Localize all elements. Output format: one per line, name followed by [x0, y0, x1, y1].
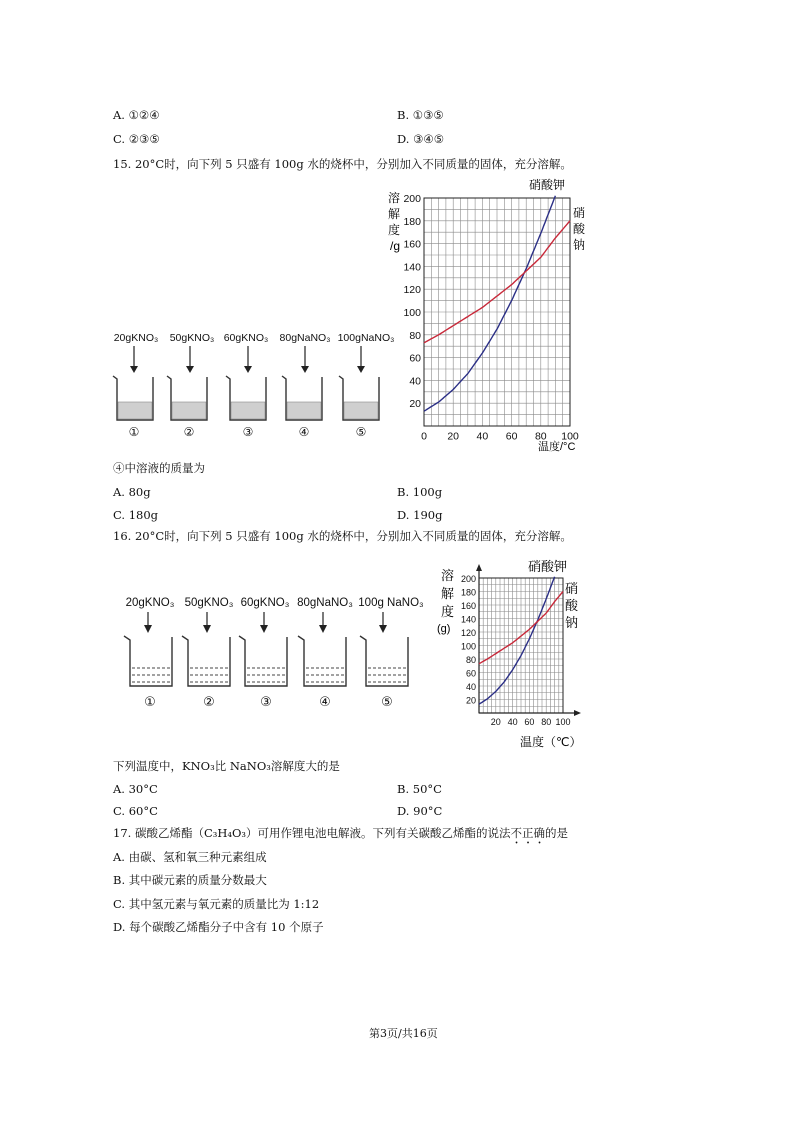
q17-option-c: C. 其中氢元素与氧元素的质量比为 1:12: [113, 897, 320, 911]
chart1-kno3-label: 硝酸钾: [529, 178, 566, 192]
chart1-xtick-label: 40: [476, 430, 489, 443]
q14-option-c: C. ②③⑤: [113, 132, 160, 146]
q16-beaker-number-4: ④: [319, 694, 331, 709]
q16-beaker-label-2: 50gKNO₃: [184, 597, 234, 609]
chart1-ylabel-2: 解: [388, 207, 401, 221]
page-footer: 第3页/共16页: [369, 1027, 438, 1040]
q15-beaker-label-4: 80gNaNO₃: [279, 332, 331, 344]
chart2-ylabel-1: 溶: [441, 568, 455, 583]
chart1-ytick-label: 40: [409, 375, 421, 388]
q16-beakers-figure: [118, 592, 428, 712]
q15-beaker-number-4: ④: [298, 425, 310, 439]
q16-beaker-number-2: ②: [203, 694, 215, 709]
q16-beaker-number-1: ①: [144, 694, 156, 709]
chart2-kno3-label: 硝酸钾: [528, 559, 568, 574]
q15-beaker-number-2: ②: [183, 425, 195, 439]
chart1-ylabel-1: 溶: [388, 191, 401, 205]
chart1-ytick-label: 140: [403, 261, 421, 274]
q15-beaker-label-2: 50gKNO₃: [169, 332, 215, 344]
chart2-ytick-label: 80: [465, 655, 476, 665]
chart1-xlabel: 温度/°C: [538, 441, 576, 453]
chart2-ytick-label: 160: [460, 601, 476, 611]
chart1-ytick-label: 180: [403, 215, 421, 228]
q17-stem-text: 17. 碳酸乙烯酯（C₃H₄O₃）可用作锂电池电解液。下列有关碳酸乙烯酯的说法: [113, 826, 511, 840]
chart2-ytick-label: 20: [465, 695, 476, 706]
chart2-ytick-label: 120: [460, 628, 476, 638]
chart1-ylabel-4: /g: [390, 239, 401, 253]
q15-option-b: B. 100g: [397, 485, 443, 499]
chart1-nano3-label-1: 硝: [573, 206, 586, 220]
chart2-nano3-label-2: 酸: [565, 598, 579, 613]
chart2-nano3-label-1: 硝: [565, 581, 579, 596]
q15-beaker-number-3: ③: [242, 425, 254, 439]
chart1-ytick-label: 120: [403, 284, 421, 297]
chart2-y-arrow: [476, 564, 482, 571]
chart1-nano3-label-3: 钠: [573, 238, 586, 252]
chart2-xtick-label: 100: [555, 717, 571, 727]
chart1-ylabel-3: 度: [388, 223, 401, 237]
chart1-xtick-label: 20: [447, 430, 460, 443]
q16-option-d: D. 90°C: [397, 804, 443, 818]
chart1-ytick-label: 100: [403, 307, 421, 319]
q17-option-d: D. 每个碳酸乙烯酯分子中含有 10 个原子: [113, 920, 324, 934]
q16-beaker-label-5: 100g NaNO₃: [358, 597, 424, 609]
q16-beaker-label-1: 20gKNO₃: [125, 597, 175, 609]
chart2-xtick-label: 80: [541, 717, 552, 727]
chart2-ylabel-3: 度: [441, 604, 455, 619]
chart1-ytick-label: 160: [403, 238, 421, 251]
q16-beaker-label-4: 80gNaNO₃: [297, 597, 353, 609]
chart1-nano3-label-2: 酸: [573, 222, 586, 236]
q17-emphasis: 不正确: [510, 826, 546, 840]
chart1-xtick-label: 100: [561, 430, 579, 443]
chart2-xtick-label: 60: [524, 717, 535, 727]
q15-option-d: D. 190g: [397, 508, 443, 522]
q16-prompt: 下列温度中，KNO₃比 NaNO₃溶解度大的是: [113, 759, 340, 773]
chart1-ytick-label: 200: [403, 193, 421, 205]
chart2-ytick-label: 200: [460, 574, 476, 584]
q16-option-c: C. 60°C: [113, 804, 158, 818]
chart2-xtick-label: 20: [490, 717, 501, 727]
q16-beaker-number-5: ⑤: [381, 694, 393, 709]
q17-option-b: B. 其中碳元素的质量分数最大: [113, 873, 267, 887]
chart2-ylabel-4: (g): [437, 623, 451, 635]
chart1-ytick-label: 20: [409, 398, 421, 411]
chart1-xtick-label: 60: [505, 430, 518, 443]
q16-beaker-label-3: 60gKNO₃: [240, 597, 290, 609]
chart1-grid: [424, 198, 570, 426]
chart2-x-arrow: [574, 710, 581, 716]
q17-stem: [113, 826, 568, 847]
chart1-ytick-label: 60: [409, 352, 421, 365]
q16-solubility-chart: [432, 556, 612, 751]
chart2-ytick-label: 180: [460, 587, 476, 598]
q15-beaker-number-1: ①: [128, 425, 140, 439]
q15-beaker-label-5: 100gNaNO₃: [337, 332, 395, 344]
q16-beaker-number-3: ③: [260, 694, 272, 709]
chart2-nano3-label-3: 钠: [565, 615, 579, 630]
chart2-ytick-label: 100: [460, 641, 476, 652]
chart1-ytick-label: 80: [409, 329, 421, 342]
chart1-xtick-label: 0: [421, 430, 427, 443]
q15-beaker-label-3: 60gKNO₃: [223, 332, 269, 344]
q17-option-a: A. 由碳、氢和氧三种元素组成: [113, 850, 267, 864]
q15-prompt: ④中溶液的质量为: [113, 461, 205, 475]
q15-beaker-number-5: ⑤: [355, 425, 367, 439]
q15-option-a: A. 80g: [113, 485, 151, 499]
chart2-ytick-label: 60: [465, 668, 476, 679]
chart2-xlabel: 温度（℃）: [520, 735, 582, 749]
q15-beakers-figure: [108, 326, 398, 444]
q15-beaker-label-1: 20gKNO₃: [113, 332, 159, 344]
chart2-ytick-label: 40: [465, 682, 476, 692]
q16-option-b: B. 50°C: [397, 782, 442, 796]
q15-solubility-chart: [380, 172, 600, 457]
q17-stem-end: 的是: [545, 826, 569, 840]
q14-option-b: B. ①③⑤: [397, 108, 444, 122]
q14-option-a: A. ①②④: [113, 108, 160, 122]
q16-option-a: A. 30°C: [113, 782, 158, 796]
chart2-ylabel-2: 解: [441, 586, 455, 601]
chart2-xtick-label: 40: [507, 717, 518, 727]
q15-option-c: C. 180g: [113, 508, 159, 522]
chart2-ytick-label: 140: [460, 614, 476, 625]
q15-stem: 15. 20°C时，向下列 5 只盛有 100g 水的烧杯中，分别加入不同质量的固体，充分溶解。: [113, 157, 572, 171]
chart2-grid: [479, 578, 563, 713]
q16-stem: 16. 20°C时，向下列 5 只盛有 100g 水的烧杯中，分别加入不同质量的固体，充分溶解。: [113, 529, 572, 543]
q14-option-d: D. ③④⑤: [397, 132, 445, 146]
chart1-xtick-label: 80: [534, 430, 547, 443]
